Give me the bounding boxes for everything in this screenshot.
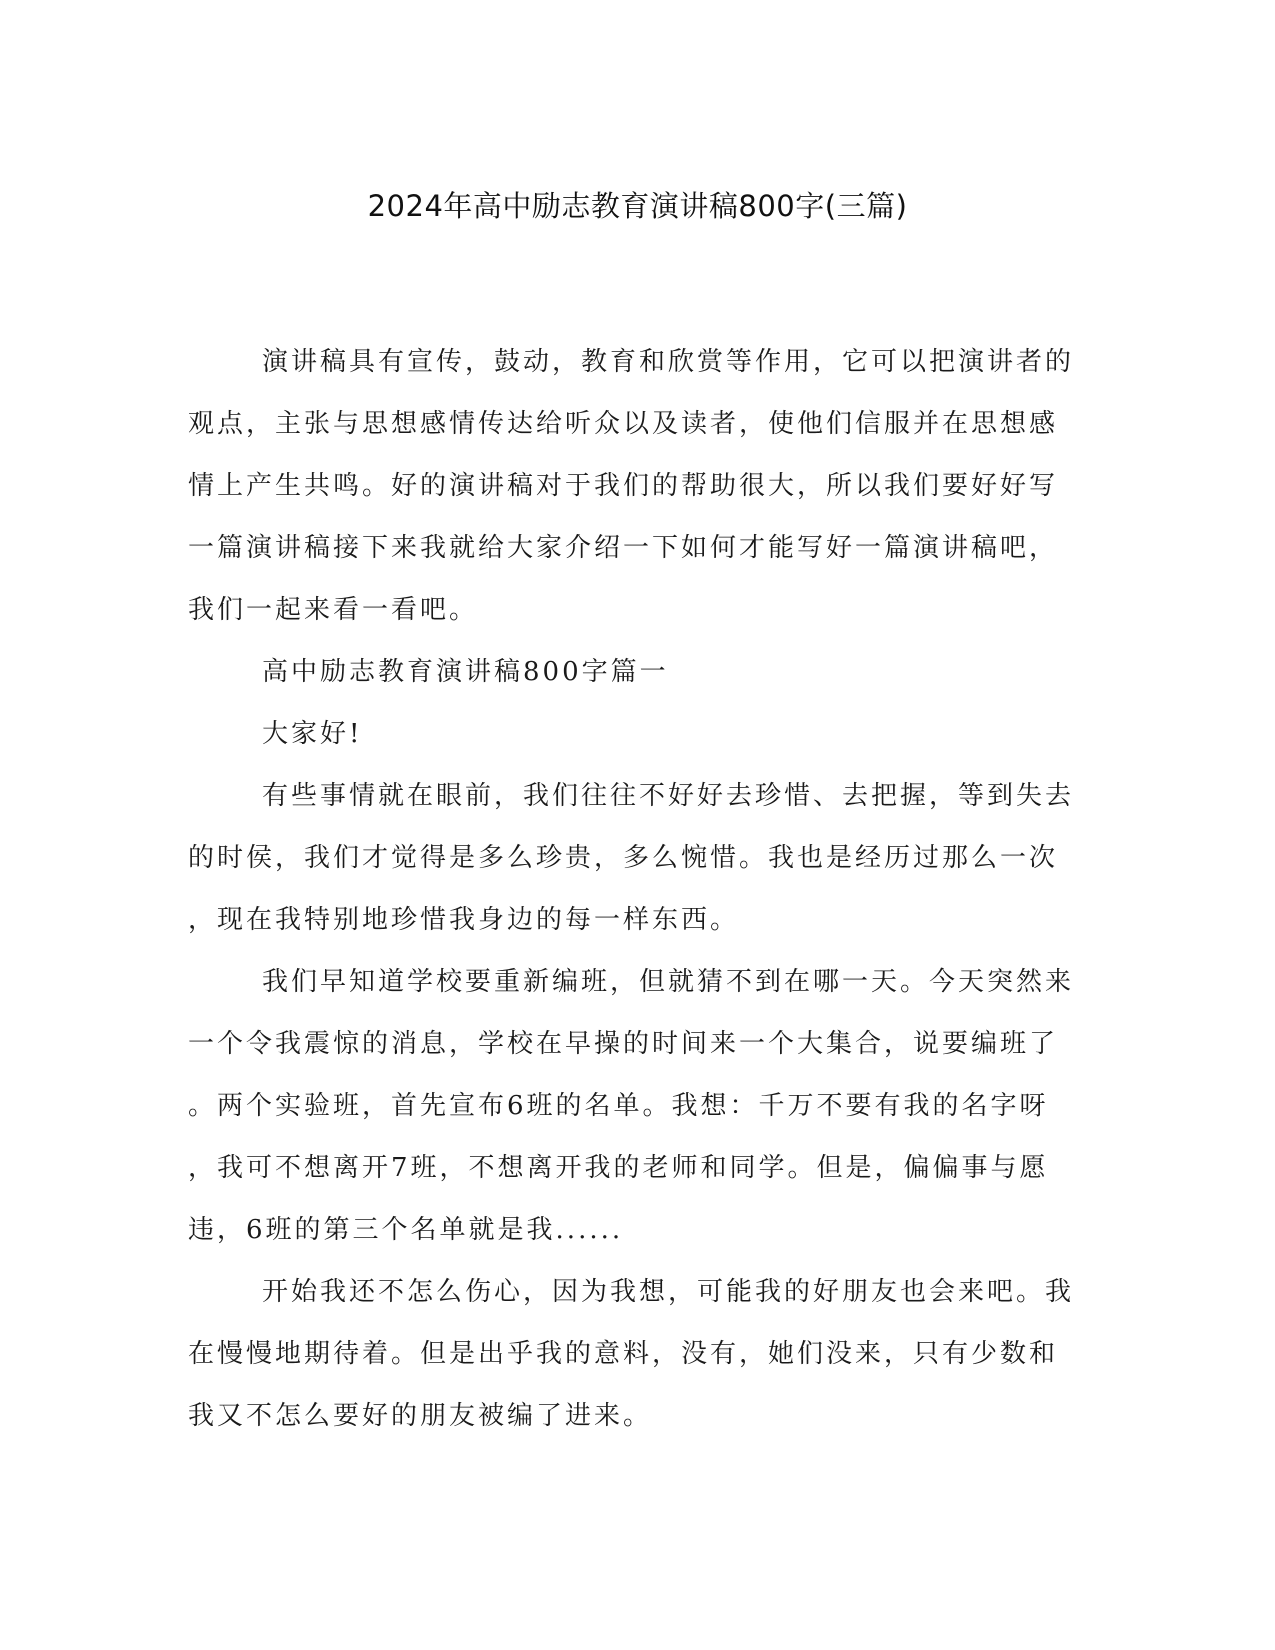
paragraph-body-1 [188,765,1088,951]
text-line: 演讲稿具有宣传，鼓动，教育和欣赏等作用，它可以把演讲者的 [262,347,1075,377]
text-line: 有些事情就在眼前，我们往往不好好去珍惜、去把握，等到失去 [262,781,1075,811]
text-line: 一个令我震惊的消息，学校在早操的时间来一个大集合，说要编班了 [188,1029,1059,1059]
text-line: 一篇演讲稿接下来我就给大家介绍一下如何才能写好一篇演讲稿吧， [188,533,1059,563]
text-line: 大家好! [262,719,363,749]
paragraph-intro [188,331,1088,641]
text-line: 观点，主张与思想感情传达给听众以及读者，使他们信服并在思想感 [188,409,1059,439]
paragraph-body-3 [188,1261,1088,1447]
text-line: 开始我还不怎么伤心，因为我想，可能我的好朋友也会来吧。我 [262,1277,1075,1307]
text-line: 。两个实验班，首先宣布6班的名单。我想：千万不要有我的名字呀 [188,1091,1049,1121]
text-line: 我又不怎么要好的朋友被编了进来。 [188,1401,653,1431]
paragraph-greeting [188,703,1088,765]
text-line: 违，6班的第三个名单就是我...... [188,1215,624,1245]
text-line: 高中励志教育演讲稿800字篇一 [262,657,669,687]
paragraph-body-2 [188,951,1088,1261]
section-heading [188,641,1088,703]
text-line: 的时侯，我们才觉得是多么珍贵，多么惋惜。我也是经历过那么一次 [188,843,1059,873]
document-title: 2024年高中励志教育演讲稿800字(三篇) [367,189,908,223]
text-line: ，我可不想离开7班，不想离开我的老师和同学。但是，偏偏事与愿 [188,1153,1049,1183]
text-line: 在慢慢地期待着。但是出乎我的意料，没有，她们没来，只有少数和 [188,1339,1059,1369]
text-line: 我们早知道学校要重新编班，但就猜不到在哪一天。今天突然来 [262,967,1075,997]
text-line: ，现在我特别地珍惜我身边的每一样东西。 [188,905,740,935]
text-line: 情上产生共鸣。好的演讲稿对于我们的帮助很大，所以我们要好好写 [188,471,1059,501]
document-body [188,331,1088,1447]
text-line: 我们一起来看一看吧。 [188,595,479,625]
